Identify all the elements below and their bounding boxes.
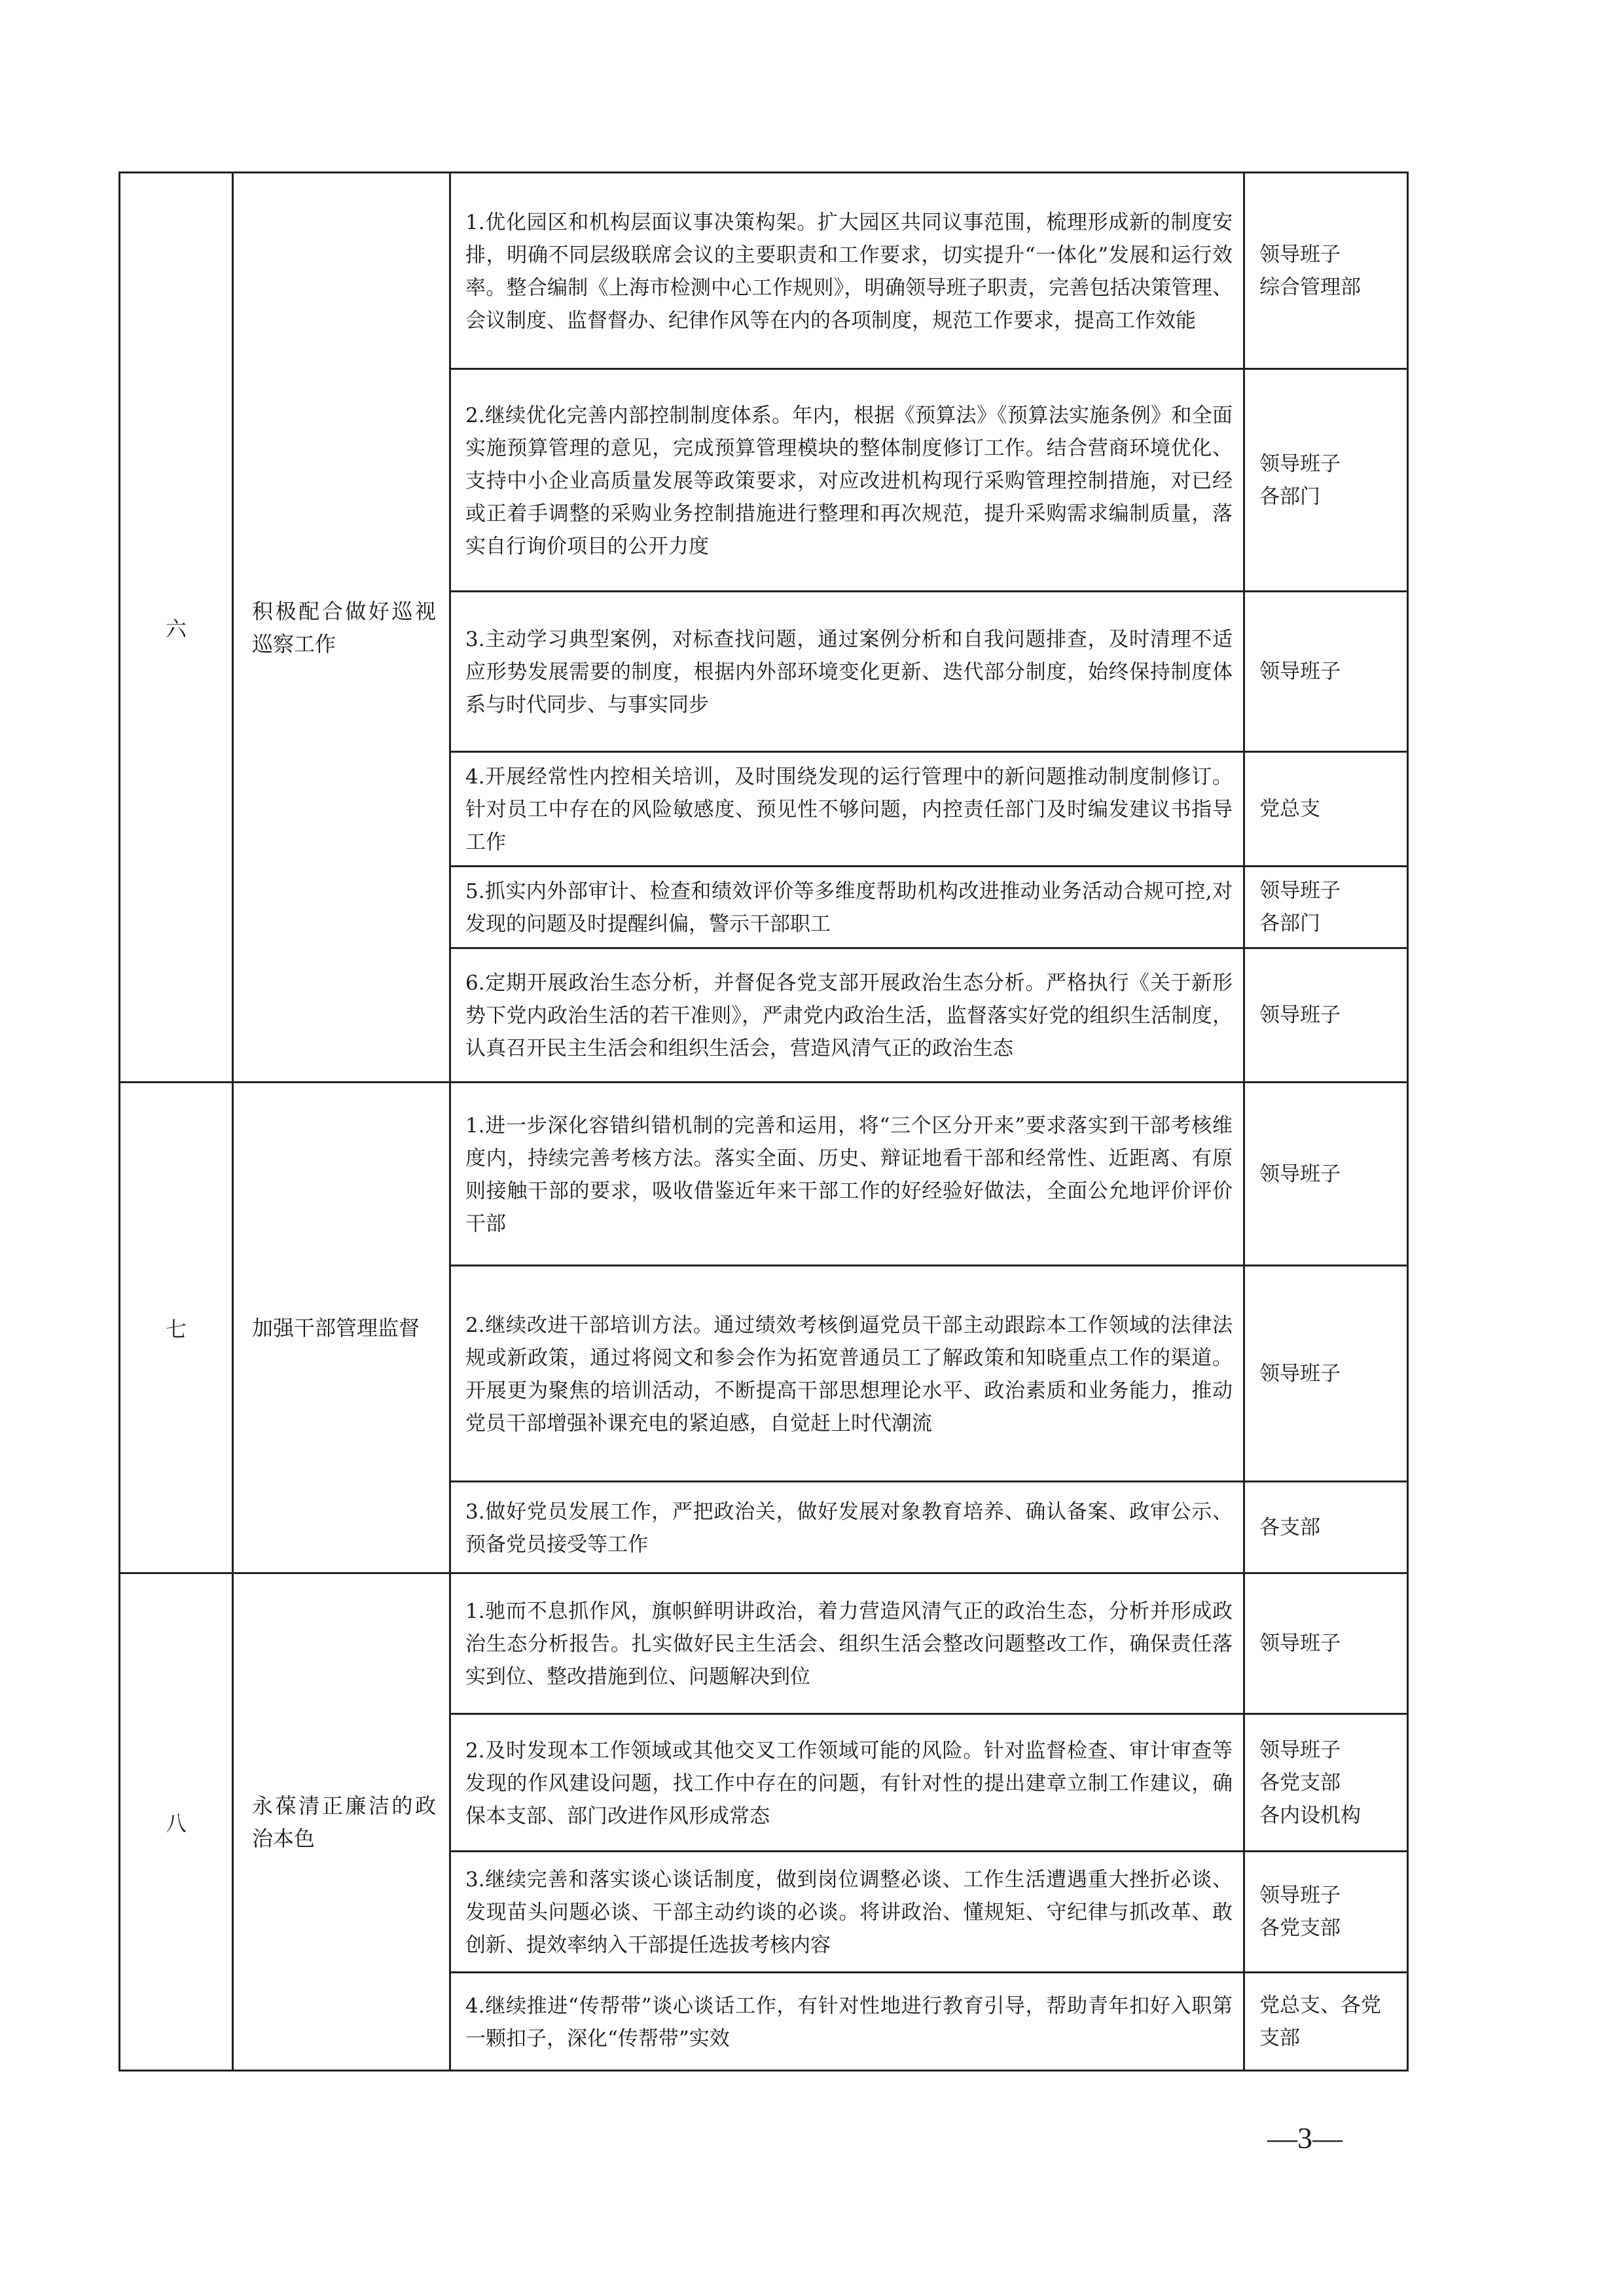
task-description: 1.进一步深化容错纠错机制的完善和运用，将“三个区分开来”要求落实到干部考核维度内，持续完善考核方法。落实全面、历史、辩证地看干部和经常性、近距离、有原则接触干部的要求，吸收借鉴近年来干部工作的好经验好做法，全面公允地评价评价干部 [450,1083,1244,1266]
department-name: 领导班子 [1259,1884,1341,1907]
task-description: 4.继续推进“传帮带”谈心谈话工作，有针对性地进行教育引导，帮助青年扣好入职第一颗扣子，深化“传帮带”实效 [450,1973,1244,2071]
department-name: 各支部 [1259,1515,1320,1539]
table-row [120,1083,1408,1266]
responsible-departments [1244,948,1408,1083]
section-number: 八 [120,1573,233,2071]
department-name: 各内设机构 [1259,1803,1361,1827]
section-number: 七 [120,1083,233,1573]
task-description: 4.开展经常性内控相关培训，及时围绕发现的运行管理中的新问题推动制度制修订。针对员工中存在的风险敏感度、预见性不够问题，内控责任部门及时编发建议书指导工作 [450,752,1244,867]
department-name: 各部门 [1259,484,1320,509]
responsible-departments [1244,1482,1408,1573]
responsible-departments [1244,369,1408,592]
responsible-departments [1244,1973,1408,2071]
responsible-departments [1244,1266,1408,1482]
section-number: 六 [120,173,233,1083]
responsible-departments [1244,1573,1408,1714]
department-name: 领导班子 [1259,452,1341,476]
task-description: 3.做好党员发展工作，严把政治关，做好发展对象教育培养、确认备案、政审公示、预备党员接受等工作 [450,1482,1244,1573]
responsible-departments [1244,752,1408,867]
task-description: 3.主动学习典型案例，对标查找问题，通过案例分析和自我问题排查，及时清理不适应形势发展需要的制度，根据内外部环境变化更新、迭代部分制度，始终保持制度体系与时代同步、与事实同步 [450,592,1244,752]
department-name: 领导班子 [1259,1162,1341,1186]
department-name: 领导班子 [1259,1361,1341,1386]
table-row [120,1573,1408,1714]
task-description: 2.继续优化完善内部控制制度体系。年内，根据《预算法》《预算法实施条例》和全面实施预算管理的意见，完成预算管理模块的整体制度修订工作。结合营商环境优化、支持中小企业高质量发展等政策要求，对应改进机构现行采购管理控制措施，对已经或正着手调整的采购业务控制措施进行整理和再次规范，提升采购需求编制质量，落实自行询价项目的公开力度 [450,369,1244,592]
section-topic: 积极配合做好巡视巡察工作 [233,173,450,1083]
responsible-departments [1244,592,1408,752]
work-plan-table [118,171,1409,2072]
responsible-departments [1244,1714,1408,1852]
responsible-departments [1244,1083,1408,1266]
department-name: 领导班子 [1259,660,1341,683]
responsible-departments [1244,1852,1408,1973]
section-topic: 加强干部管理监督 [233,1083,450,1573]
department-name: 领导班子 [1259,242,1341,266]
task-description: 1.驰而不息抓作风，旗帜鲜明讲政治，着力营造风清气正的政治生态，分析并形成政治生态分析报告。扎实做好民主生活会、组织生活会整改问题整改工作，确保责任落实到位、整改措施到位、问题解决到位 [450,1573,1244,1714]
task-description: 3.继续完善和落实谈心谈话制度，做到岗位调整必谈、工作生活遭遇重大挫折必谈、发现苗头问题必谈、干部主动约谈的必谈。将讲政治、懂规矩、守纪律与抓改革、敢创新、提效率纳入干部提任选拔考核内容 [450,1852,1244,1973]
department-name: 各党支部 [1259,1916,1341,1940]
department-name: 各党支部 [1259,1770,1341,1795]
department-name: 领导班子 [1259,879,1341,903]
table-row [120,173,1408,369]
department-name: 党总支 [1259,797,1320,821]
department-name: 领导班子 [1259,1738,1341,1762]
department-name: 领导班子 [1259,1003,1341,1027]
responsible-departments [1244,867,1408,948]
page-number: —3— [1267,2121,1343,2155]
task-description: 6.定期开展政治生态分析，并督促各党支部开展政治生态分析。严格执行《关于新形势下党内政治生活的若干准则》，严肃党内政治生活，监督落实好党的组织生活制度，认真召开民主生活会和组织生活会，营造风清气正的政治生态 [450,948,1244,1083]
department-name: 党总支、各党支部 [1259,1993,1381,2050]
department-name: 各部门 [1259,912,1320,935]
task-description: 1.优化园区和机构层面议事决策构架。扩大园区共同议事范围，梳理形成新的制度安排，明确不同层级联席会议的主要职责和工作要求，切实提升“一体化”发展和运行效率。整合编制《上海市检测中心工作规则》，明确领导班子职责，完善包括决策管理、会议制度、监督督办、纪律作风等在内的各项制度，规范工作要求，提高工作效能 [450,173,1244,369]
department-name: 综合管理部 [1259,275,1361,299]
task-description: 5.抓实内外部审计、检查和绩效评价等多维度帮助机构改进推动业务活动合规可控,对发现的问题及时提醒纠偏，警示干部职工 [450,867,1244,948]
task-description: 2.继续改进干部培训方法。通过绩效考核倒逼党员干部主动跟踪本工作领域的法律法规或新政策，通过将阅文和参会作为拓宽普通员工了解政策和知晓重点工作的渠道。开展更为聚焦的培训活动，不断提高干部思想理论水平、政治素质和业务能力，推动党员干部增强补课充电的紧迫感，自觉赶上时代潮流 [450,1266,1244,1482]
department-name: 领导班子 [1259,1632,1341,1655]
task-description: 2.及时发现本工作领域或其他交叉工作领域可能的风险。针对监督检查、审计审查等发现的作风建设问题，找工作中存在的问题，有针对性的提出建章立制工作建议，确保本支部、部门改进作风形成常态 [450,1714,1244,1852]
section-topic: 永葆清正廉洁的政治本色 [233,1573,450,2071]
work-plan-table-body [120,173,1408,2071]
responsible-departments [1244,173,1408,369]
